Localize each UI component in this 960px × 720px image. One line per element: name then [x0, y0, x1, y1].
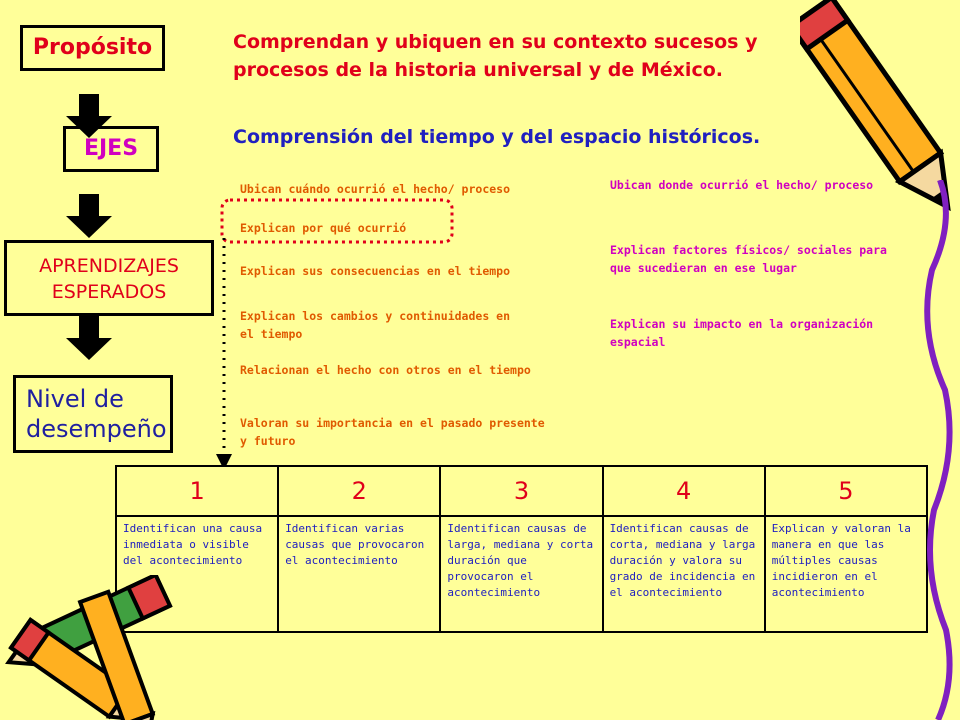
level-header: 4 [603, 466, 765, 516]
nivel-box [13, 375, 173, 453]
level-description: Identifican varias causas que provocaron el acontecimiento [278, 516, 440, 632]
left-item: Explican por qué ocurrió [240, 221, 407, 235]
left-item: Relacionan el hecho con otros en el tiempo [240, 363, 531, 377]
aprendizajes-label-1: APRENDIZAJES [39, 255, 179, 277]
level-header: 3 [440, 466, 602, 516]
down-arrow-icon [66, 194, 112, 238]
down-arrow-icon [66, 316, 112, 360]
pencils-icon [0, 575, 200, 720]
table-row [116, 516, 927, 632]
ejes-label: EJES [83, 136, 139, 161]
right-item: que sucedieran en ese lugar [610, 261, 797, 275]
purpose-text-line-1: Comprendan y ubiquen en su contexto sucesos y [233, 31, 758, 53]
nivel-label-1: Nivel de [26, 385, 124, 413]
aprendizajes-label-2: ESPERADOS [51, 281, 167, 303]
level-header: 1 [116, 466, 278, 516]
down-arrow-icon [66, 94, 112, 138]
left-item: y futuro [240, 434, 296, 448]
left-item: Valoran su importancia en el pasado presente [240, 416, 545, 430]
level-header: 2 [278, 466, 440, 516]
nivel-label-2: desempeño [26, 415, 167, 443]
right-item: Ubican donde ocurrió el hecho/ proceso [610, 178, 874, 192]
aprendizajes-box [4, 240, 214, 316]
proposito-box [20, 25, 165, 71]
purpose-text-line-2: procesos de la historia universal y de México. [233, 59, 723, 81]
level-header: 5 [765, 466, 927, 516]
level-description: Identifican causas de larga, mediana y corta duración que provocaron el acontecimiento [440, 516, 602, 632]
ejes-text: Comprensión del tiempo y del espacio históricos. [233, 126, 761, 148]
right-item: Explican factores físicos/ sociales para [610, 243, 887, 257]
left-item: el tiempo [240, 327, 303, 341]
level-description: Identifican causas de corta, mediana y larga duración y valora su grado de incidencia en el acontecimiento [603, 516, 765, 632]
proposito-label: Propósito [32, 35, 153, 60]
purpose-text [233, 28, 803, 84]
left-item: Ubican cuándo ocurrió el hecho/ proceso [240, 182, 511, 196]
table-header-row [116, 466, 927, 516]
left-item: Explican sus consecuencias en el tiempo [240, 264, 511, 278]
right-item: Explican su impacto en la organización [610, 317, 874, 331]
level-description: Explican y valoran la manera en que las múltiples causas incidieron en el acontecimiento [765, 516, 927, 632]
performance-levels-table [115, 465, 928, 633]
left-item: Explican los cambios y continuidades en [240, 309, 511, 323]
squiggle-icon [920, 180, 960, 720]
highlight-connector [210, 198, 455, 473]
right-item: espacial [610, 335, 666, 349]
level-description: Identifican una causa inmediata o visible del acontecimiento [116, 516, 278, 632]
